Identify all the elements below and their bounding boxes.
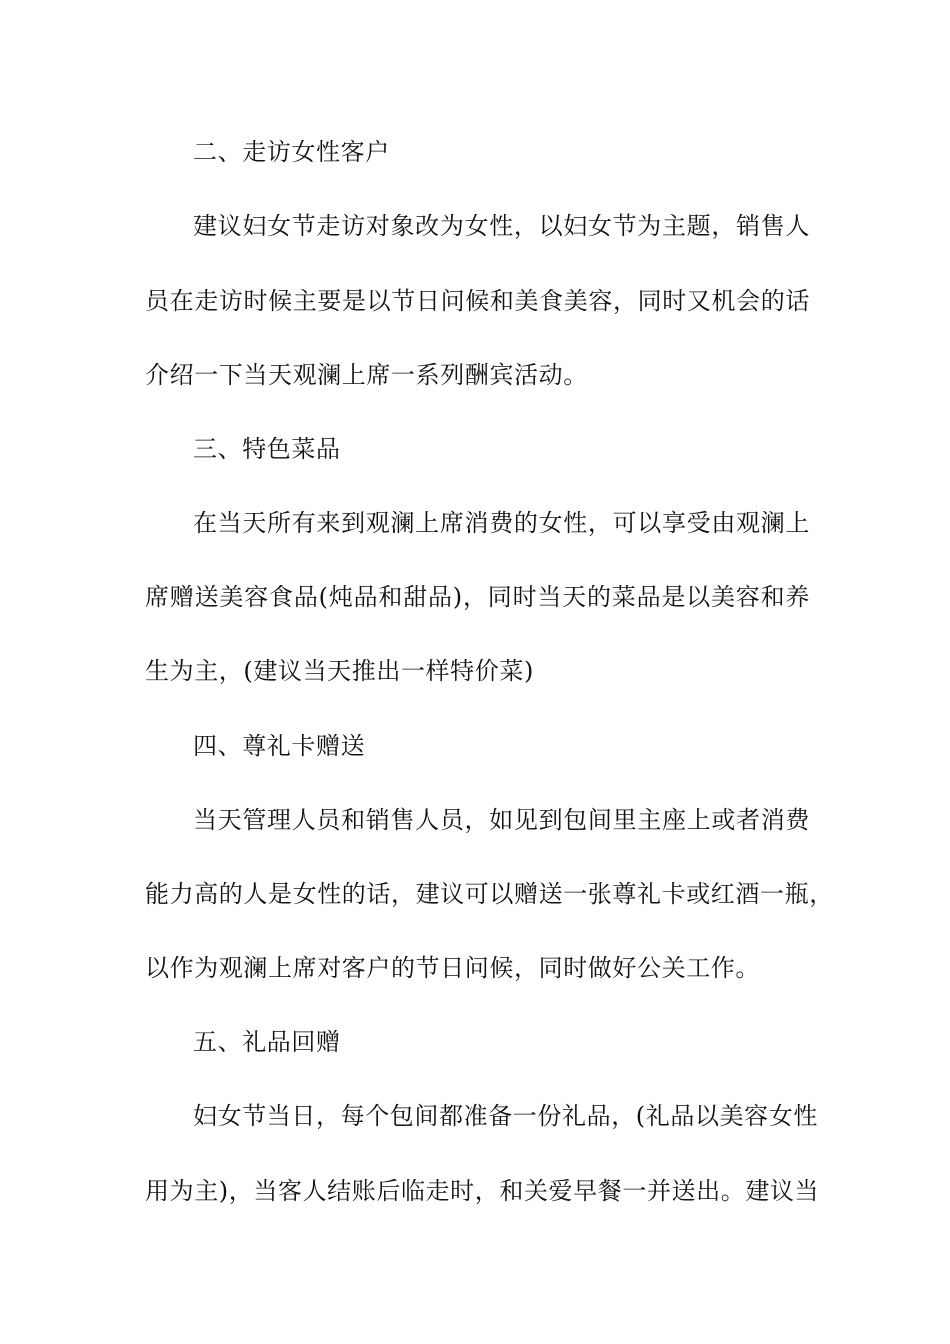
paragraph-line: 能力高的人是女性的话，建议可以赠送一张尊礼卡或红酒一瓶， [145, 880, 834, 908]
section-heading-return-gifts: 五、礼品回赠 [193, 1028, 341, 1056]
paragraph-line: 以作为观澜上席对客户的节日问候，同时做好公关工作。 [145, 954, 760, 982]
paragraph-line: 生为主，(建议当天推出一样特价菜) [145, 657, 534, 685]
section-heading-visit-female-clients: 二、走访女性客户 [193, 138, 390, 166]
paragraph-line: 当天管理人员和销售人员，如见到包间里主座上或者消费 [193, 806, 810, 834]
paragraph-line: 建议妇女节走访对象改为女性，以妇女节为主题，销售人 [193, 212, 810, 240]
paragraph-line: 席赠送美容食品(炖品和甜品)，同时当天的菜品是以美容和养 [145, 583, 810, 611]
paragraph-line: 员在走访时候主要是以节日问候和美食美容，同时又机会的话 [145, 287, 810, 315]
paragraph-line: 介绍一下当天观澜上席一系列酬宾活动。 [145, 361, 588, 389]
section-heading-specialty-dishes: 三、特色菜品 [193, 435, 341, 463]
paragraph-line: 用为主)，当客人结账后临走时，和关爱早餐一并送出。建议当 [145, 1177, 820, 1205]
paragraph-line: 在当天所有来到观澜上席消费的女性，可以享受由观澜上 [193, 509, 810, 537]
section-heading-vip-card-gift: 四、尊礼卡赠送 [193, 732, 366, 760]
paragraph-line: 妇女节当日，每个包间都准备一份礼品，(礼品以美容女性 [193, 1102, 818, 1130]
